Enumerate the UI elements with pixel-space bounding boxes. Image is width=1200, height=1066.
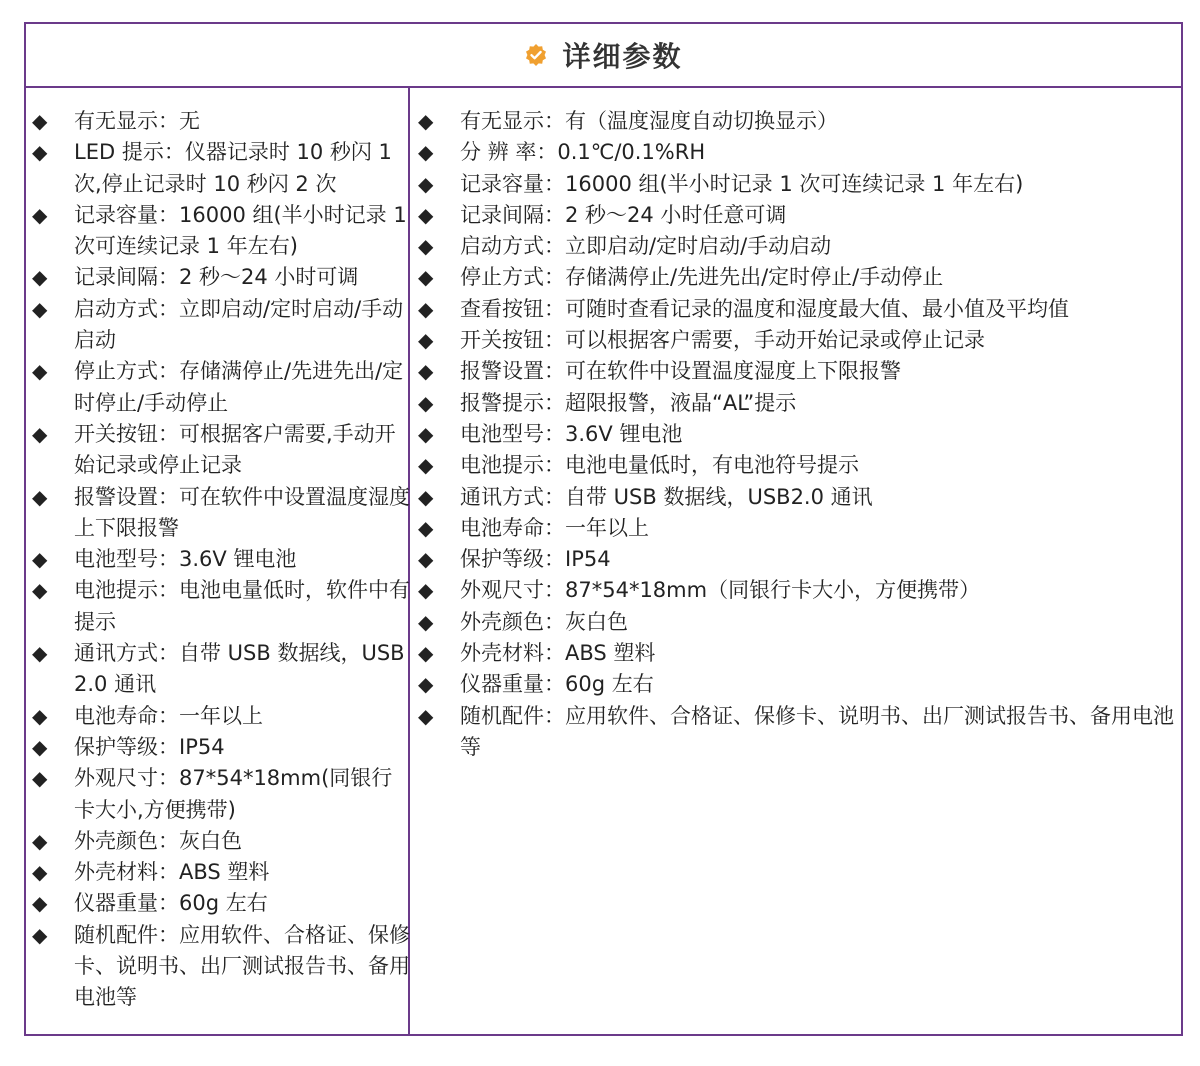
spec-item — [418, 544, 1178, 575]
right-spec-text: 报警设置：可在软件中设置温度湿度上下限报警 — [460, 359, 901, 384]
spec-item — [32, 544, 410, 575]
spec-item — [418, 262, 1178, 293]
diamond-bullet-icon: ◆ — [418, 547, 434, 572]
left-spec-text: 保护等级：IP54 — [74, 734, 225, 759]
spec-item — [32, 826, 410, 857]
diamond-bullet-icon: ◆ — [32, 202, 48, 227]
spec-item — [418, 638, 1178, 669]
diamond-bullet-icon: ◆ — [32, 891, 48, 916]
diamond-bullet-icon: ◆ — [32, 828, 48, 853]
diamond-bullet-icon: ◆ — [32, 703, 48, 728]
right-spec-text: 电池型号：3.6V 锂电池 — [460, 421, 683, 446]
right-spec-text: 外观尺寸：87*54*18mm（同银行卡大小，方便携带） — [460, 578, 981, 603]
diamond-bullet-icon: ◆ — [418, 609, 434, 634]
spec-item — [418, 169, 1178, 200]
spec-item — [32, 482, 410, 545]
header-inner — [524, 35, 682, 75]
spec-item — [418, 294, 1178, 325]
diamond-bullet-icon: ◆ — [32, 860, 48, 885]
spec-item — [32, 575, 410, 638]
right-spec-text: 报警提示：超限报警，液晶“AL”提示 — [460, 390, 797, 415]
right-spec-text: 外壳材料：ABS 塑料 — [460, 641, 656, 666]
page-title: 详细参数 — [562, 40, 683, 73]
diamond-bullet-icon: ◆ — [32, 359, 48, 384]
spec-item — [32, 137, 410, 200]
diamond-bullet-icon: ◆ — [418, 578, 434, 603]
spec-item — [32, 763, 410, 826]
spec-item — [418, 450, 1178, 481]
diamond-bullet-icon: ◆ — [418, 703, 434, 728]
spec-item — [32, 200, 410, 263]
diamond-bullet-icon: ◆ — [32, 734, 48, 759]
right-column — [412, 88, 1181, 1034]
diamond-bullet-icon: ◆ — [32, 421, 48, 446]
spec-item — [418, 701, 1178, 764]
left-spec-text: 通讯方式：自带 USB 数据线，USB2.0 通讯 — [74, 641, 405, 697]
left-spec-text: 外壳颜色：灰白色 — [74, 828, 242, 853]
spec-item — [418, 231, 1178, 262]
spec-item — [418, 607, 1178, 638]
diamond-bullet-icon: ◆ — [418, 672, 434, 697]
spec-item — [418, 137, 1178, 168]
right-spec-list — [418, 106, 1178, 763]
left-spec-text: 报警设置：可在软件中设置温度湿度上下限报警 — [74, 484, 410, 540]
spec-item — [32, 638, 410, 701]
spec-item — [418, 106, 1178, 137]
spec-item — [32, 888, 410, 919]
spec-item — [32, 701, 410, 732]
diamond-bullet-icon: ◆ — [418, 484, 434, 509]
left-spec-text: 启动方式：立即启动/定时启动/手动启动 — [74, 296, 404, 353]
right-spec-text: 记录容量：16000 组(半小时记录 1 次可连续记录 1 年左右) — [460, 171, 1024, 196]
right-spec-text: 电池提示：电池电量低时，有电池符号提示 — [460, 453, 859, 478]
right-spec-text: 保护等级：IP54 — [460, 547, 611, 572]
diamond-bullet-icon: ◆ — [32, 265, 48, 290]
diamond-bullet-icon: ◆ — [32, 922, 48, 947]
left-spec-text: 随机配件：应用软件、合格证、保修卡、说明书、出厂测试报告书、备用电池等 — [74, 922, 410, 1010]
left-spec-text: 外观尺寸：87*54*18mm(同银行卡大小,方便携带) — [74, 766, 393, 822]
left-spec-text: 开关按钮：可根据客户需要,手动开始记录或停止记录 — [74, 421, 396, 478]
diamond-bullet-icon: ◆ — [32, 296, 48, 321]
right-spec-text: 开关按钮：可以根据客户需要，手动开始记录或停止记录 — [460, 328, 985, 353]
check-badge-icon — [524, 43, 548, 67]
left-spec-text: 仪器重量：60g 左右 — [74, 891, 268, 916]
diamond-bullet-icon: ◆ — [418, 202, 434, 227]
diamond-bullet-icon: ◆ — [32, 484, 48, 509]
table-header — [26, 24, 1181, 88]
spec-item — [418, 482, 1178, 513]
spec-item — [418, 388, 1178, 419]
right-spec-text: 记录间隔：2 秒～24 小时任意可调 — [460, 202, 787, 227]
diamond-bullet-icon: ◆ — [418, 140, 434, 165]
diamond-bullet-icon: ◆ — [32, 578, 48, 603]
left-spec-text: 有无显示：无 — [74, 109, 200, 133]
diamond-bullet-icon: ◆ — [32, 109, 48, 133]
right-spec-text: 查看按钮：可随时查看记录的温度和湿度最大值、最小值及平均值 — [460, 296, 1069, 321]
diamond-bullet-icon: ◆ — [418, 109, 434, 133]
left-spec-list — [32, 106, 410, 1014]
spec-item — [418, 325, 1178, 356]
diamond-bullet-icon: ◆ — [32, 766, 48, 791]
diamond-bullet-icon: ◆ — [418, 265, 434, 290]
diamond-bullet-icon: ◆ — [418, 328, 434, 353]
diamond-bullet-icon: ◆ — [418, 359, 434, 384]
diamond-bullet-icon: ◆ — [418, 296, 434, 321]
right-spec-text: 启动方式：立即启动/定时启动/手动启动 — [460, 234, 832, 259]
spec-item — [32, 106, 410, 137]
spec-item — [418, 200, 1178, 231]
spec-item — [32, 356, 410, 419]
diamond-bullet-icon: ◆ — [418, 515, 434, 540]
spec-item — [32, 920, 410, 1014]
left-spec-text: 停止方式：存储满停止/先进先出/定时停止/手动停止 — [74, 359, 404, 415]
spec-item — [418, 356, 1178, 387]
right-spec-text: 停止方式：存储满停止/先进先出/定时停止/手动停止 — [460, 265, 944, 290]
left-column — [26, 88, 410, 1034]
right-spec-text: 有无显示：有（温度湿度自动切换显示） — [460, 109, 838, 133]
spec-item — [418, 513, 1178, 544]
left-spec-text: 电池寿命：一年以上 — [74, 703, 263, 728]
spec-item — [32, 732, 410, 763]
spec-item — [32, 262, 410, 293]
left-spec-text: 电池提示：电池电量低时，软件中有提示 — [74, 578, 410, 634]
right-spec-text: 外壳颜色：灰白色 — [460, 609, 628, 634]
left-spec-text: LED 提示：仪器记录时 10 秒闪 1 次,停止记录时 10 秒闪 2 次 — [74, 140, 392, 196]
spec-item — [32, 419, 410, 482]
diamond-bullet-icon: ◆ — [418, 453, 434, 478]
right-spec-text: 通讯方式：自带 USB 数据线，USB2.0 通讯 — [460, 484, 873, 509]
right-spec-text: 电池寿命：一年以上 — [460, 515, 649, 540]
left-spec-text: 外壳材料：ABS 塑料 — [74, 860, 270, 885]
right-spec-text: 随机配件：应用软件、合格证、保修卡、说明书、出厂测试报告书、备用电池等 — [460, 703, 1174, 759]
diamond-bullet-icon: ◆ — [32, 641, 48, 666]
diamond-bullet-icon: ◆ — [418, 421, 434, 446]
diamond-bullet-icon: ◆ — [418, 234, 434, 259]
spec-item — [32, 294, 410, 357]
spec-item — [418, 419, 1178, 450]
diamond-bullet-icon: ◆ — [32, 547, 48, 572]
left-spec-text: 记录容量：16000 组(半小时记录 1 次可连续记录 1 年左右) — [74, 202, 407, 259]
diamond-bullet-icon: ◆ — [418, 641, 434, 666]
left-spec-text: 记录间隔：2 秒～24 小时可调 — [74, 265, 359, 290]
right-spec-text: 分 辨 率：0.1℃/0.1%RH — [460, 140, 706, 165]
left-spec-text: 电池型号：3.6V 锂电池 — [74, 547, 297, 572]
spec-table — [24, 22, 1183, 1036]
diamond-bullet-icon: ◆ — [32, 140, 48, 165]
spec-item — [32, 857, 410, 888]
spec-item — [418, 575, 1178, 606]
diamond-bullet-icon: ◆ — [418, 171, 434, 196]
right-spec-text: 仪器重量：60g 左右 — [460, 672, 654, 697]
diamond-bullet-icon: ◆ — [418, 390, 434, 415]
spec-item — [418, 669, 1178, 700]
